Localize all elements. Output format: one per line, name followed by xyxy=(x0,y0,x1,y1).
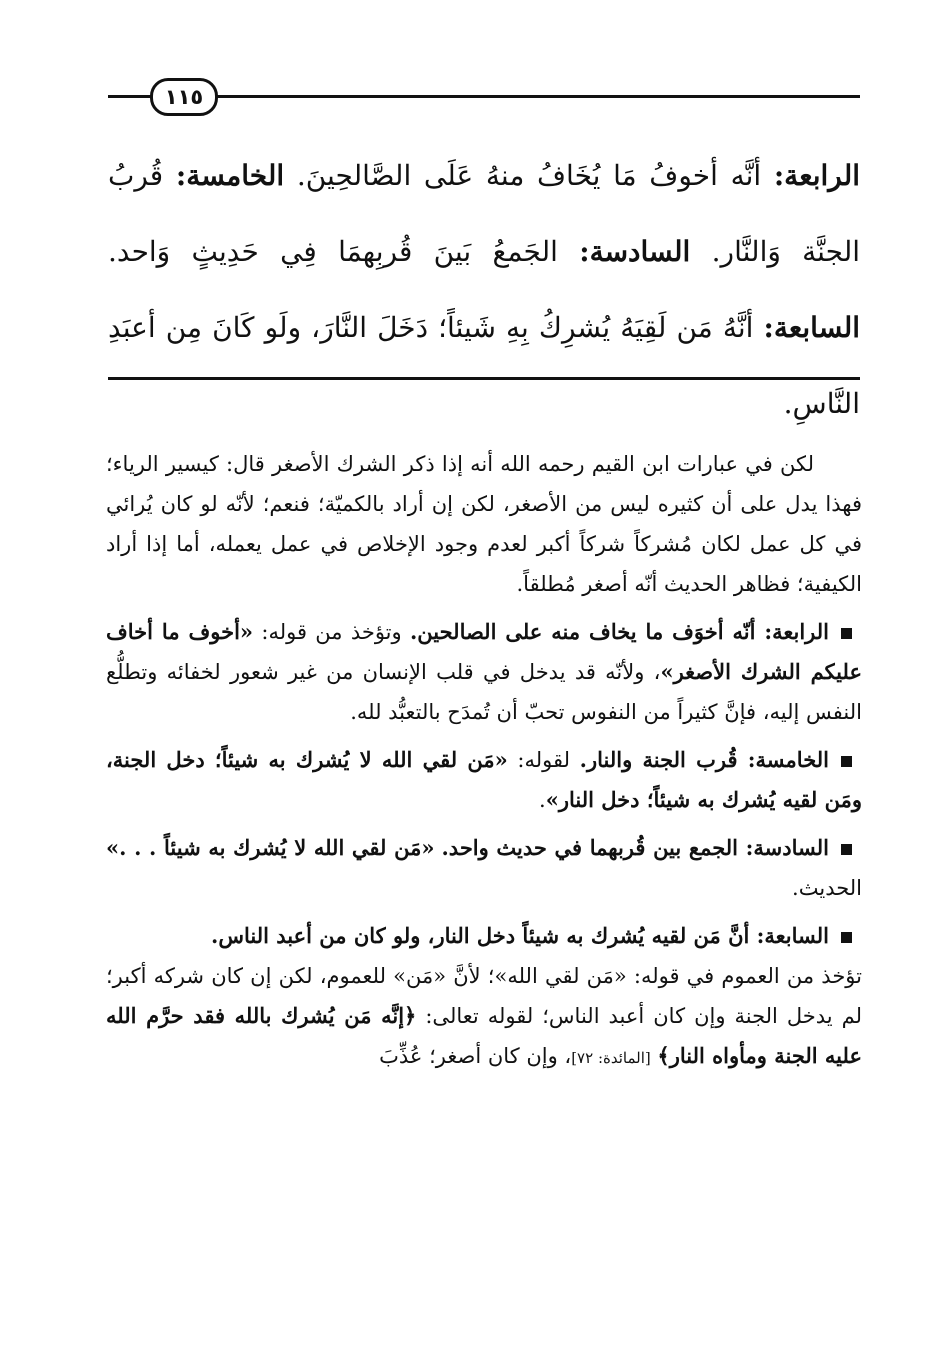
fifth-label: الخامسة: قُرب الجنة والنار. xyxy=(579,747,829,772)
sixth-quote: «مَن لقي الله لا يُشرك به شيئاً . . .» xyxy=(106,835,435,860)
fourth-text2: ، ولأنّه قد يدخل في قلب الإنسان من غير شعور لخفائه وتطلُّع النفس إليه، فإنَّ كثيراً من النفوس تحبّ أن تُمدَح بالتعبُّد لله. xyxy=(106,660,862,724)
seventh-ref: [المائدة: ٧٢] xyxy=(571,1049,651,1067)
commentary-seventh xyxy=(106,916,862,1078)
fourth-text1: وتؤخذ من قوله: xyxy=(261,620,402,644)
seventh-quote1: «مَن لقي الله» xyxy=(494,964,627,988)
section-separator xyxy=(108,377,860,380)
square-bullet-icon xyxy=(841,756,852,767)
square-bullet-icon xyxy=(841,628,852,639)
commentary-intro: لكن في عبارات ابن القيم رحمه الله أنه إذا ذكر الشرك الأصغر قال: كيسير الرياء؛ فهذا يدل على أن كثيره ليس من الأصغر، لكن إن أراد بالكميّة؛ فنعم؛ لأنّه لو كان يُرائي في كل عمل لكان مُشركاً شركاً أكبر لعدم وجود الإخلاص في عمل يعمله، أما إذا أراد الكيفية؛ فظاهر الحديث أنّه أصغر مُطلقاً. xyxy=(106,452,862,596)
seventh-verse: ﴿إنَّه مَن يُشرك بالله فقد حرَّم الله عليه الجنة ومأواه النار﴾ xyxy=(106,1003,862,1068)
matn-fifth-text: قُربُ الجنَّة وَالنَّار. xyxy=(108,159,861,268)
sixth-text2: الحديث. xyxy=(792,876,862,900)
page-header xyxy=(108,78,860,114)
matn-sixth-label: السادسة: xyxy=(579,235,691,268)
header-rule xyxy=(108,95,860,98)
square-bullet-icon xyxy=(841,844,852,855)
matn-fifth-label: الخامسة: xyxy=(175,159,285,192)
matn-fourth-label: الرابعة: xyxy=(773,159,861,192)
seventh-text1: تؤخذ من العموم في قوله: xyxy=(633,964,862,988)
matn-seventh-label: السابعة: xyxy=(763,311,860,344)
matn-text xyxy=(108,138,860,442)
matn-fourth-text: أنَّه أخوفُ مَا يُخَافُ منهُ عَلَى الصَّالحِينَ. xyxy=(296,159,762,192)
commentary-fourth xyxy=(106,612,862,732)
matn-sixth-text: الجَمعُ بَينَ قُربِهمَا فِي حَدِيثٍ وَاحد. xyxy=(108,235,558,268)
commentary-sixth xyxy=(106,828,862,908)
seventh-label: السابعة: أنَّ مَن لقيه يُشرك به شيئاً دخل النار، ولو كان من أعبد الناس. xyxy=(211,923,829,948)
fifth-text1: لقوله: xyxy=(517,748,571,772)
fifth-quote: «مَن لقي الله لا يُشرك به شيئاً؛ دخل الجنة، ومَن لقيه يُشرك به شيئاً؛ دخل النار» xyxy=(106,747,862,812)
seventh-text3: ، وإن كان أصغر؛ عُذِّبَ xyxy=(379,1044,572,1068)
sixth-label: السادسة: الجمع بين قُربهما في حديث واحد. xyxy=(441,835,829,860)
commentary xyxy=(106,444,862,1086)
fourth-quote: «أخوف ما أخاف عليكم الشرك الأصغر» xyxy=(106,619,862,684)
matn-seventh-text: أنَّهُ مَن لَقِيَهُ يُشرِكُ بِهِ شَيئاً؛ دَخَلَ النَّارَ، ولَو كَانَ مِن أعبَدِ النَّاسِ. xyxy=(108,311,860,420)
square-bullet-icon xyxy=(841,932,852,943)
page-number: ١١٥ xyxy=(150,78,218,116)
fifth-text2: . xyxy=(539,788,546,812)
fourth-label: الرابعة: أنّه أخوَف ما يخاف منه على الصالحين. xyxy=(409,619,830,644)
seventh-text2: ؛ لأنَّ «مَن» للعموم، لكن إن كان شركه أكبر؛ لم يدخل الجنة وإن كان أعبد الناس؛ لقوله تعالى: xyxy=(106,964,862,1028)
commentary-fifth xyxy=(106,740,862,820)
